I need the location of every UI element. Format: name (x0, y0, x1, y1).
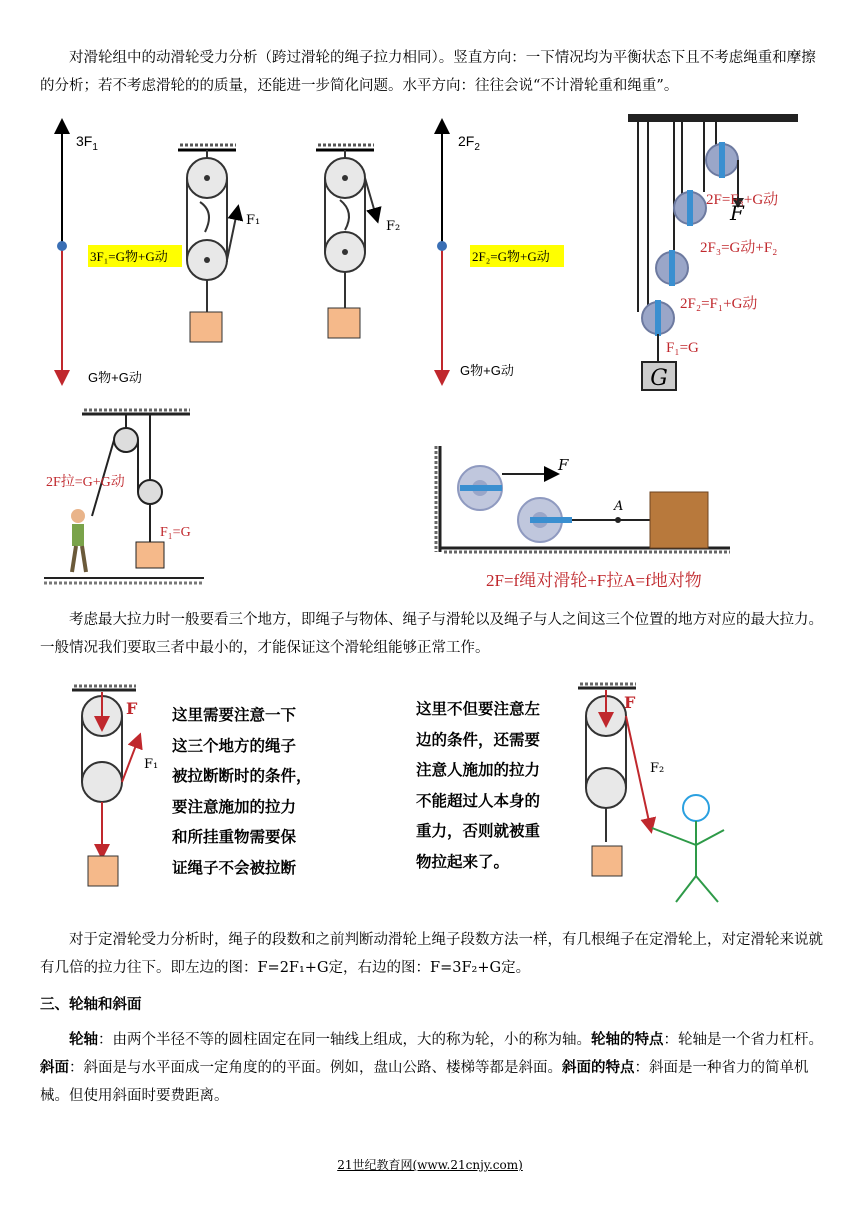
eq-2F: 2F=F₃+G动 (706, 192, 779, 208)
point-a: A (614, 499, 624, 514)
max-force-paragraph: 考虑最大拉力时一般要看三个地方，即绳子与物体、绳子与滑轮以及绳子与人之间这三个位置的地方对应的最大拉力。一般情况我们要取三者中最小的，才能保证这个滑轮组能够正常工作。 (40, 612, 823, 656)
footer-link[interactable]: 21世纪教育网(www.21cnjy.com) (337, 1158, 523, 1172)
label-2F2: $2F_2$ (458, 133, 480, 153)
equation-2F2: 2F₂=G物+G动 (472, 249, 550, 264)
label-g-total-left: G物+G动 (88, 370, 142, 385)
weight-g-label: G (650, 366, 668, 391)
label-F-right: F (624, 693, 636, 712)
equation-3F1: 3F₁=G物+G动 (90, 249, 168, 264)
label-F-left: F (126, 699, 138, 718)
intro-paragraph: 对滑轮组中的动滑轮受力分析（跨过滑轮的绳子拉力相同）。竖直方向：一下情况均为平衡状态下且不考虑绳重和摩擦的分析；若不考虑滑轮的的质量，还能进一步简化问题。水平方向：往往会说“不计滑轮重和绳重”。 (40, 50, 816, 94)
label-f1: F₁ (246, 213, 261, 228)
horizontal-pulley-figure (430, 440, 740, 600)
section-heading-3: 三、轮轴和斜面 (40, 996, 142, 1013)
fixed-pulley-paragraph: 对于定滑轮受力分析时，绳子的段数和之前判断动滑轮上绳子段数方法一样，有几根绳子在定滑轮上，对定滑轮来说就有几倍的拉力往下。即左边的图：F=2F₁+G定，右边的图：F=3F₂+G定。 (40, 932, 823, 976)
force-f-label: F (730, 201, 744, 225)
label-F1-left: F₁ (144, 757, 159, 772)
note-left: 这里需要注意一下 这三个地方的绳子 被拉断断时的条件， 要注意施加的拉力 和所挂重物需要保 证绳子不会被拉断 (172, 706, 312, 877)
eq-F1-g: F₁=G (160, 525, 191, 540)
label-g-total-right: G物+G动 (460, 363, 514, 378)
pulley-force-figure (40, 112, 600, 392)
eq-F1: F₁=G (666, 340, 699, 356)
label-F2-right: F₂ (650, 761, 665, 776)
max-force-right-figure (574, 680, 754, 910)
wheel-axle-paragraph: 轮轴：由两个半径不等的圆柱固定在同一轴线上组成，大的称为轮，小的称为轴。轮轴的特点：轮轴是一个省力杠杆。斜面：斜面是与水平面成一定角度的的平面。例如，盘山公路、楼梯等都是斜面。斜面的特点：斜面是一种省力的简单机械。但使用斜面时要费距离。 (40, 1031, 823, 1104)
eq-horizontal: 2F=f绳对滑轮+F拉A=f地对物 (486, 571, 702, 590)
eq-2F-pull: 2F拉=G+G动 (46, 475, 125, 490)
eq-2F3: 2F₃=G动+F₂ (700, 240, 778, 256)
force-f-horizontal: F (558, 456, 569, 474)
label-f2: F₂ (386, 219, 401, 234)
label-3F1: $3F_1$ (76, 133, 98, 153)
person-pulley-figure (40, 406, 210, 590)
eq-2F2: 2F₂=F₁+G动 (680, 296, 758, 312)
compound-pulley-figure (620, 112, 830, 394)
max-force-left-figure (64, 684, 174, 890)
note-right: 这里不但要注意左 边的条件，还需要 注意人施加的拉力 不能超过人本身的 重力，否则就被重 物拉起来了。 (416, 700, 541, 871)
